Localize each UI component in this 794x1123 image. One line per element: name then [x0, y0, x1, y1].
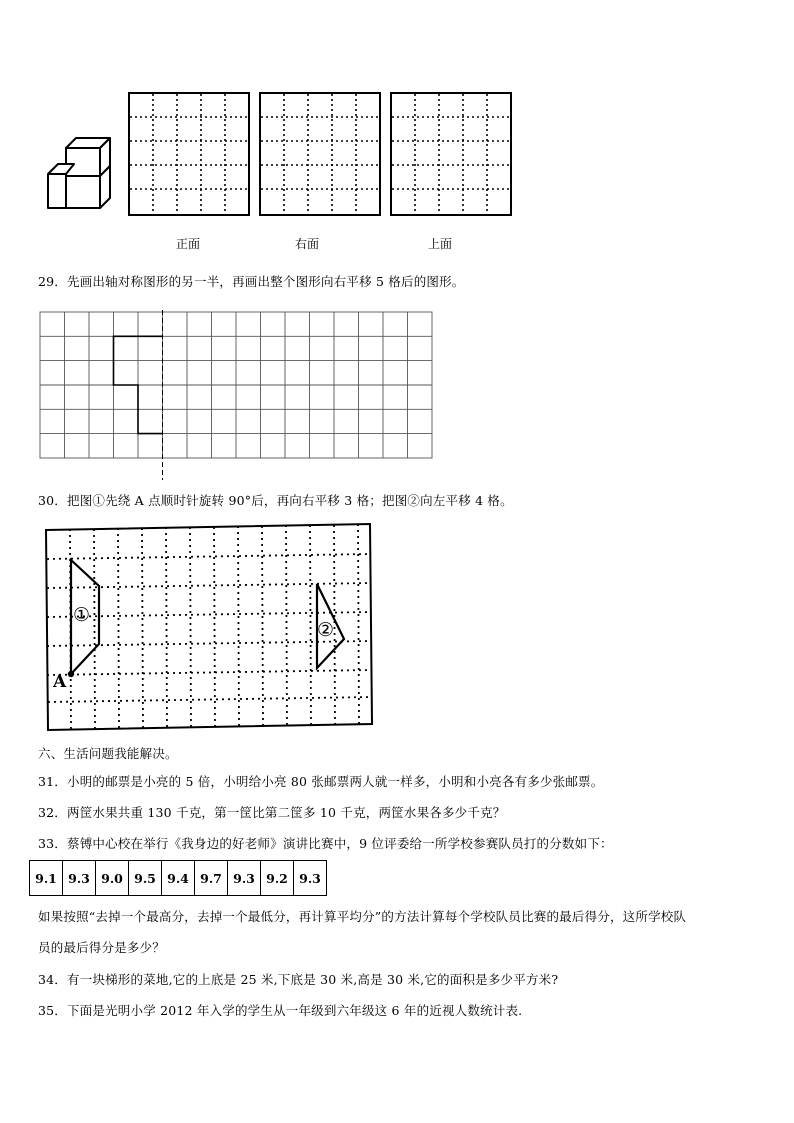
question-33-continued-2: 员的最后得分是多少？ [38, 940, 166, 955]
score-cell: 9.4 [162, 861, 195, 896]
symmetry-grid[interactable] [38, 310, 438, 482]
question-31: 31．小明的邮票是小亮的 5 倍，小明给小亮 80 张邮票两人就一样多，小明和小亮各有多少张邮票。 [38, 774, 604, 789]
score-cell: 9.7 [195, 861, 228, 896]
point-a-label: A [53, 672, 67, 692]
question-29: 29．先画出轴对称图形的另一半，再画出整个图形向右平移 5 格后的图形。 [38, 274, 465, 289]
front-view-caption: 正面 [176, 237, 201, 251]
question-33: 33．蔡镈中心校在举行《我身边的好老师》演讲比赛中，9 位评委给一所学校参赛队员打的分数如下： [38, 836, 613, 851]
question-32: 32．两筐水果共重 130 千克，第一筐比第二筐多 10 千克，两筐水果各多少千克？ [38, 805, 506, 820]
score-cell: 9.3 [228, 861, 261, 896]
top-view-caption: 上面 [428, 237, 453, 251]
top-view-grid[interactable] [390, 92, 512, 216]
figure-2-label: ② [317, 619, 335, 641]
score-cell: 9.3 [63, 861, 96, 896]
score-cell: 9.0 [96, 861, 129, 896]
figure-1-label: ① [73, 604, 91, 626]
question-33-continued: 如果按照“去掉一个最高分，去掉一个最低分，再计算平均分”的方法计算每个学校队员比赛的最后得分，这所学校队 [38, 909, 687, 924]
table-row [30, 861, 327, 896]
section-6-heading: 六、生活问题我能解决。 [38, 746, 178, 761]
cube-stack-figure [44, 134, 116, 214]
right-view-grid[interactable] [259, 92, 381, 216]
score-cell: 9.2 [261, 861, 294, 896]
point-a-dot [68, 671, 74, 677]
question-34: 34．有一块梯形的菜地,它的上底是 25 米,下底是 30 米,高是 30 米,它的面积是多少平方米? [38, 972, 559, 987]
score-cell: 9.5 [129, 861, 162, 896]
question-35: 35．下面是光明小学 2012 年入学的学生从一年级到六年级这 6 年的近视人数统计表. [38, 1003, 523, 1018]
question-30: 30．把图①先绕 A 点顺时针旋转 90°后，再向右平移 3 格；把图②向左平移 4 格。 [38, 493, 513, 508]
score-cell: 9.3 [294, 861, 327, 896]
right-view-caption: 右面 [295, 237, 320, 251]
score-cell: 9.1 [30, 861, 63, 896]
score-table [29, 860, 327, 896]
front-view-grid[interactable] [128, 92, 250, 216]
